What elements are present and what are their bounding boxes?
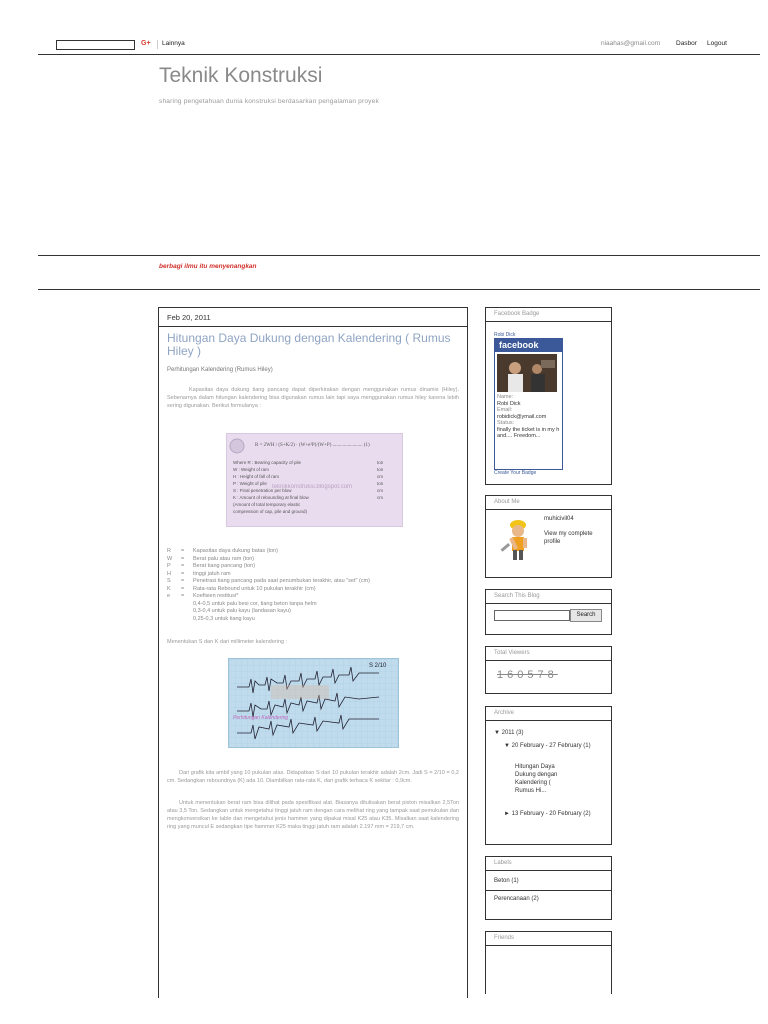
legend-symbol: P [167, 563, 171, 569]
blog-archive-widget [485, 706, 612, 845]
post-date: Feb 20, 2011 [167, 313, 211, 322]
widget-header [486, 707, 611, 721]
legend-equals: = [181, 578, 185, 584]
facebook-info [495, 394, 562, 440]
search-blog-widget [485, 589, 612, 635]
svg-text:W : Weight of ram: W : Weight of ram [233, 467, 269, 472]
svg-text:P : Weight of pile: P : Weight of pile [233, 481, 267, 486]
legend-extra-text: 0,25-0,3 untuk tiang kayu [193, 615, 255, 622]
total-viewers-title: Total Viewers [494, 650, 530, 656]
legend-symbol: W [167, 555, 173, 562]
legend-row [167, 556, 457, 564]
legend-description: Kapasitas daya dukung batas (ton) [193, 548, 279, 554]
formula-watermark: teknikkonstruksi.blogspot.com [272, 484, 353, 490]
svg-text:compression of cap, pile and g: compression of cap, pile and ground) [233, 509, 308, 514]
profile-name[interactable]: muhicivil04 [544, 516, 574, 522]
legend-equals: = [181, 555, 185, 562]
formula-legend [167, 548, 457, 623]
legend-row [167, 548, 457, 556]
graph-label: S 2/10 [369, 663, 387, 669]
friends-widget [485, 931, 612, 994]
viewer-counter: 160578 [497, 669, 558, 681]
svg-text:cm: cm [377, 495, 383, 500]
svg-text:ton: ton [377, 481, 384, 486]
facebook-field-value: Robi Dick [497, 400, 521, 407]
widget-header [486, 857, 611, 871]
svg-text:ton: ton [377, 467, 384, 472]
navbar-divider [157, 40, 158, 49]
legend-equals: = [181, 593, 185, 599]
about-me-title: About Me [494, 499, 520, 505]
archive-year-2011[interactable]: ▼ 2011 (3) [494, 730, 524, 736]
labels-title: Labels [494, 860, 512, 866]
post-subtitle: Perhitungan Kalendering (Rumus Hiley) [167, 367, 273, 373]
dashboard-link[interactable]: Dasbor [676, 40, 697, 47]
svg-text:Where R : Bearing capacity of: Where R : Bearing capacity of pile [233, 460, 302, 465]
search-button[interactable]: Search [570, 609, 602, 622]
navbar-search-input[interactable] [56, 40, 135, 50]
facebook-name-link[interactable]: Robi Dick [494, 332, 516, 338]
kalendering-section-heading: Menentukan S dan K dari millimeter kalendering : [167, 639, 288, 645]
legend-row [167, 578, 457, 586]
facebook-profile-photo [497, 354, 557, 392]
legend-symbol: K [167, 585, 171, 592]
label-divider [486, 890, 611, 891]
svg-text:(Amount of total temporary ela: (Amount of total temporary elastic [233, 502, 301, 507]
legend-row [167, 586, 457, 594]
legend-equals: = [181, 570, 185, 577]
hiley-formula-image[interactable] [226, 433, 403, 527]
legend-extra-row [167, 608, 457, 616]
svg-text:K : Amount of rebounding at fi: K : Amount of rebounding at final blow [233, 495, 309, 500]
label-perencanaan[interactable]: Perencanaan (2) [494, 896, 539, 902]
more-link[interactable]: Lainnya [162, 40, 185, 47]
legend-description: Rata-rata Rebound untuk 10 pukulan terakhir (cm) [193, 585, 316, 592]
legend-extra-text: 0,4-0,5 untuk palu besi cor, tiang beton tanpa helm [193, 600, 317, 607]
post-paragraph-2: Dari grafik kita ambil yang 10 pukulan atas. Didapatkan S dari 10 pukulan terakhir adalah 2cm. Jadi S = 2/10 = 0,2 cm. Sedangkan reboundnya (K) ada 10. Diambilkan rata-rata K, dari grafik terbaca K sekitar : 0,9cm. [167, 770, 459, 784]
svg-text:H : Height of fall of ram: H : Height of fall of ram [233, 474, 280, 479]
post-intro-paragraph: Kapasitas daya dukung tiang pancang dapat diperkirakan dengan menggunakan rumus dinamis (Hiley). Sebenarnya dalam hitungan kalendering bisa digunakan rumus lain tapi saya menggunakan rumus hiley karena lebih sering digunakan. Berikut formulanya : [167, 387, 459, 409]
legend-symbol: e [167, 593, 171, 599]
archive-post-link[interactable]: Hitungan Daya Dukung dengan Kalendering ( Rumus Hi... [515, 764, 558, 794]
legend-equals: = [181, 563, 185, 569]
facebook-field-value: robidick@ymail.com [497, 413, 547, 420]
archive-month-feb20[interactable]: ▼ 20 February - 27 February (1) [504, 743, 591, 749]
legend-row [167, 593, 457, 601]
facebook-badge-title: Facebook Badge [494, 311, 540, 317]
svg-text:S : Final penetration per blow: S : Final penetration per blow [233, 488, 292, 493]
legend-extra-row [167, 601, 457, 609]
widget-header [486, 647, 611, 661]
graph-watermark: Perhitungan Kalendering [233, 715, 289, 721]
blog-search-input[interactable] [494, 610, 570, 621]
legend-row [167, 563, 457, 571]
blog-post [158, 307, 468, 998]
header-divider [38, 255, 760, 256]
legend-description: Berat palu atau ram (ton) [193, 555, 255, 562]
legend-symbol: R [167, 548, 171, 554]
post-date-header [159, 308, 467, 327]
facebook-badge-widget [485, 307, 612, 485]
svg-text:R = 2WH / (S+K/2) · (W+e²P)/(W: R = 2WH / (S+K/2) · (W+e²P)/(W+P) ........................ (1) [255, 443, 370, 448]
logout-link[interactable]: Logout [707, 40, 727, 47]
svg-text:cm: cm [377, 488, 383, 493]
post-title[interactable]: Hitungan Daya Dukung dengan Kalendering ( Rumus Hiley ) [167, 331, 451, 358]
total-viewers-widget [485, 646, 612, 694]
facebook-field-value: finally the ticket is in my hand.... Freedom... [497, 426, 560, 439]
friends-title: Friends [494, 935, 515, 941]
legend-equals: = [181, 585, 185, 592]
legend-equals: = [181, 548, 185, 554]
legend-extra-row [167, 616, 457, 624]
legend-row [167, 571, 457, 579]
search-blog-title: Search This Blog [494, 593, 540, 599]
post-paragraph-3: Untuk menentukan berat ram bisa dilihat pada spesifikasi alat. Biasanya ditulisakan berat piston misalkan 2,5Ton atau 3,5 Ton. Sedangkan untuk mengetahui tinggi jatuh ram dengan cara melihat ring yang tampak saat pemukulan dan mengkonversikan ke table dan mengetahui jenis hammer yang dipakai misal K25 atau K35. Misalkan saat kalendering ring yang muncul E sedangkan tipe hammer K25 maka tinggi jatuh ram adalah 2.197 mm = 219,7 cm. [167, 800, 459, 830]
view-profile-link[interactable]: View my complete profile [544, 531, 593, 545]
user-email: niaahas@gmail.com [601, 40, 660, 47]
svg-text:ton: ton [377, 460, 384, 465]
blogger-navbar [38, 38, 760, 55]
legend-symbol: S [167, 578, 171, 584]
widget-header [486, 590, 611, 604]
tagline-divider [38, 289, 760, 290]
archive-month-feb13[interactable]: ► 13 February - 20 February (2) [504, 811, 591, 817]
legend-description: Berat tiang pancang (ton) [193, 563, 256, 569]
facebook-logo: facebook [495, 339, 562, 352]
blog-description: sharing pengetahuan dunia konstruksi berdasarkan pengalaman proyek [159, 98, 379, 105]
legend-symbol: H [167, 570, 171, 577]
widget-header [486, 308, 611, 322]
widget-header [486, 932, 611, 946]
legend-description: Penetrasi tiang pancang pada saat penumbukan terakhir, atau "set" (cm) [193, 578, 370, 584]
facebook-field-label: Status: [497, 420, 515, 426]
facebook-badge-card[interactable] [494, 338, 563, 470]
blog-tagline: berbagi ilmu itu menyenangkan [159, 263, 257, 270]
blog-title[interactable]: Teknik Konstruksi [159, 64, 323, 87]
legend-extra-text: 0,3-0,4 untuk palu kayu (landasan kayu) [193, 608, 291, 614]
google-plus-icon[interactable]: G+ [141, 40, 151, 47]
widget-header [486, 496, 611, 510]
profile-avatar[interactable] [494, 516, 539, 561]
facebook-field-label: Name: [497, 394, 514, 400]
svg-text:cm: cm [377, 474, 383, 479]
create-badge-link[interactable]: Create Your Badge [494, 470, 537, 476]
labels-widget [485, 856, 612, 920]
archive-title: Archive [494, 710, 515, 716]
legend-description: Koefisien restitusi* [193, 593, 239, 599]
legend-description: tinggi jatuh ram [193, 570, 231, 577]
about-me-widget [485, 495, 612, 578]
kalendering-graph-image[interactable] [228, 658, 399, 748]
facebook-field-label: Email: [497, 407, 513, 413]
label-beton[interactable]: Beton (1) [494, 878, 519, 884]
